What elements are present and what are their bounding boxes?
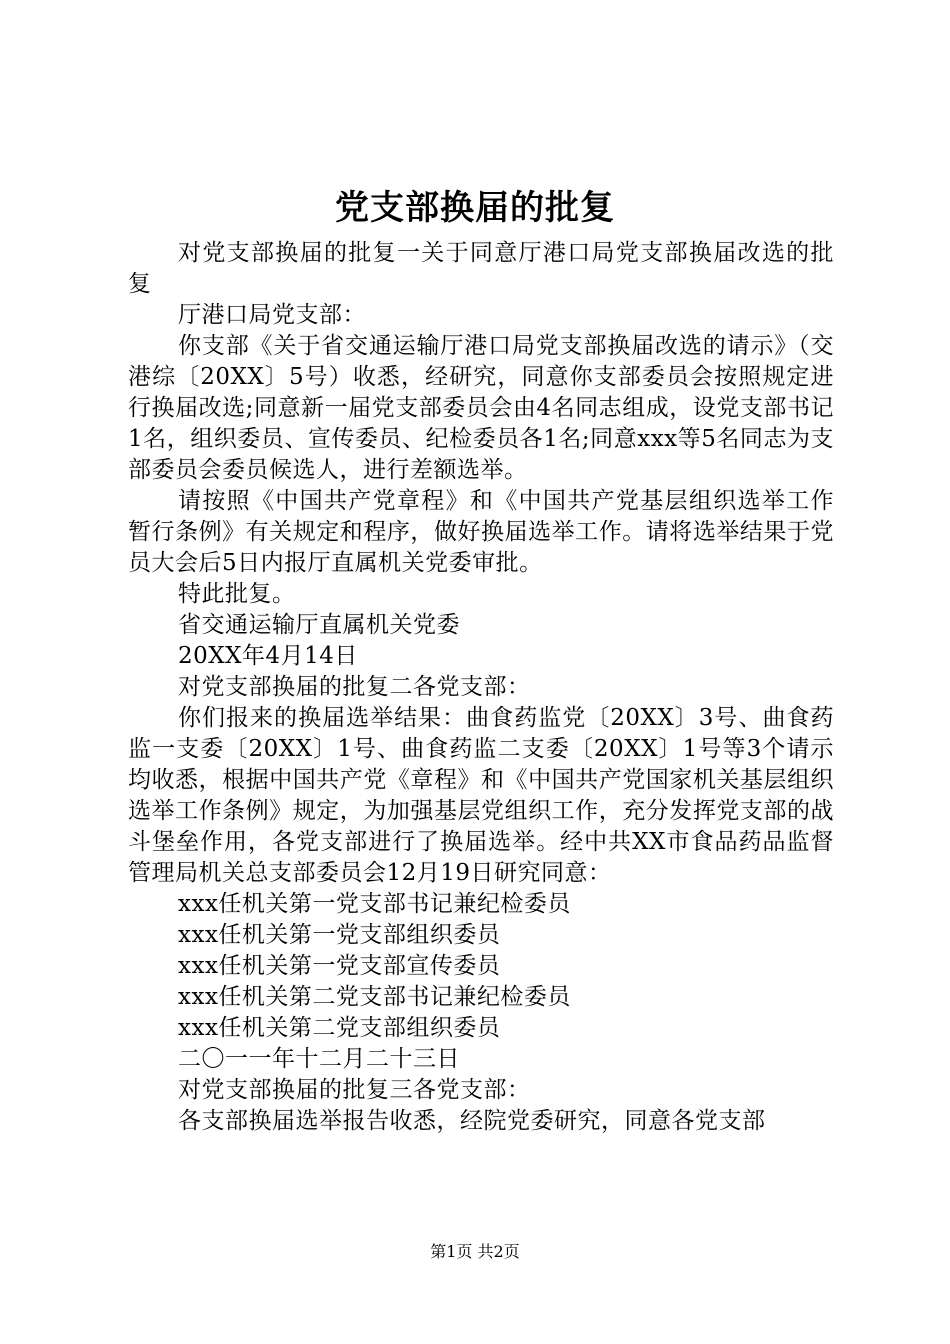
signatory: 省交通运输厅直属机关党委 — [178, 612, 460, 638]
paragraph-heading-1: 对党支部换届的批复一关于同意厅港口局党支部换届改选的批复 — [128, 240, 834, 297]
date-2: 二〇一一年十二月二十三日 — [178, 1046, 460, 1072]
paragraph-instructions: 请按照《中国共产党章程》和《中国共产党基层组织选举工作暂行条例》有关规定和程序，做好换届选举工作。请将选举结果于党员大会后5日内报厅直属机关党委审批。 — [128, 488, 834, 576]
appointment-item: xxx任机关第一党支部书记兼纪检委员 — [178, 891, 571, 917]
date-1: 20XX年4月14日 — [178, 643, 358, 669]
document-title: 党支部换届的批复 — [335, 188, 615, 228]
appointment-item: xxx任机关第一党支部组织委员 — [178, 922, 501, 948]
page-footer: 第1页 共2页 — [430, 1242, 520, 1261]
closing-phrase: 特此批复。 — [178, 581, 296, 607]
addressee-1: 厅港口局党支部： — [178, 302, 366, 328]
paragraph-reply-2: 你们报来的换届选举结果：曲食药监党〔20XX〕3号、曲食药监一支委〔20XX〕1号、曲食药监二支委〔20XX〕1号等3个请示均收悉，根据中国共产党《章程》和《中国共产党国家机关基层组织选举工作条例》规定，为加强基层党组织工作，充分发挥党支部的战斗堡垒作用，各党支部进行了换届选举。经中共XX市食品药品监督管理局机关总支部委员会12月19日研究同意： — [128, 705, 834, 886]
appointment-item: xxx任机关第二党支部书记兼纪检委员 — [178, 984, 571, 1010]
document-body — [128, 238, 834, 1137]
appointment-item: xxx任机关第一党支部宣传委员 — [178, 953, 501, 979]
paragraph-reply-1: 你支部《关于省交通运输厅港口局党支部换届改选的请示》（交港综〔20XX〕5号）收悉，经研究，同意你支部委员会按照规定进行换届改选;同意新一届党支部委员会由4名同志组成，设党支部书记1名，组织委员、宣传委员、纪检委员各1名;同意xxx等5名同志为支部委员会委员候选人，进行差额选举。 — [128, 333, 834, 483]
appointment-item: xxx任机关第二党支部组织委员 — [178, 1015, 501, 1041]
paragraph-heading-3: 对党支部换届的批复三各党支部： — [178, 1077, 531, 1103]
paragraph-reply-3: 各支部换届选举报告收悉，经院党委研究，同意各党支部 — [178, 1108, 766, 1134]
paragraph-heading-2: 对党支部换届的批复二各党支部： — [178, 674, 531, 700]
